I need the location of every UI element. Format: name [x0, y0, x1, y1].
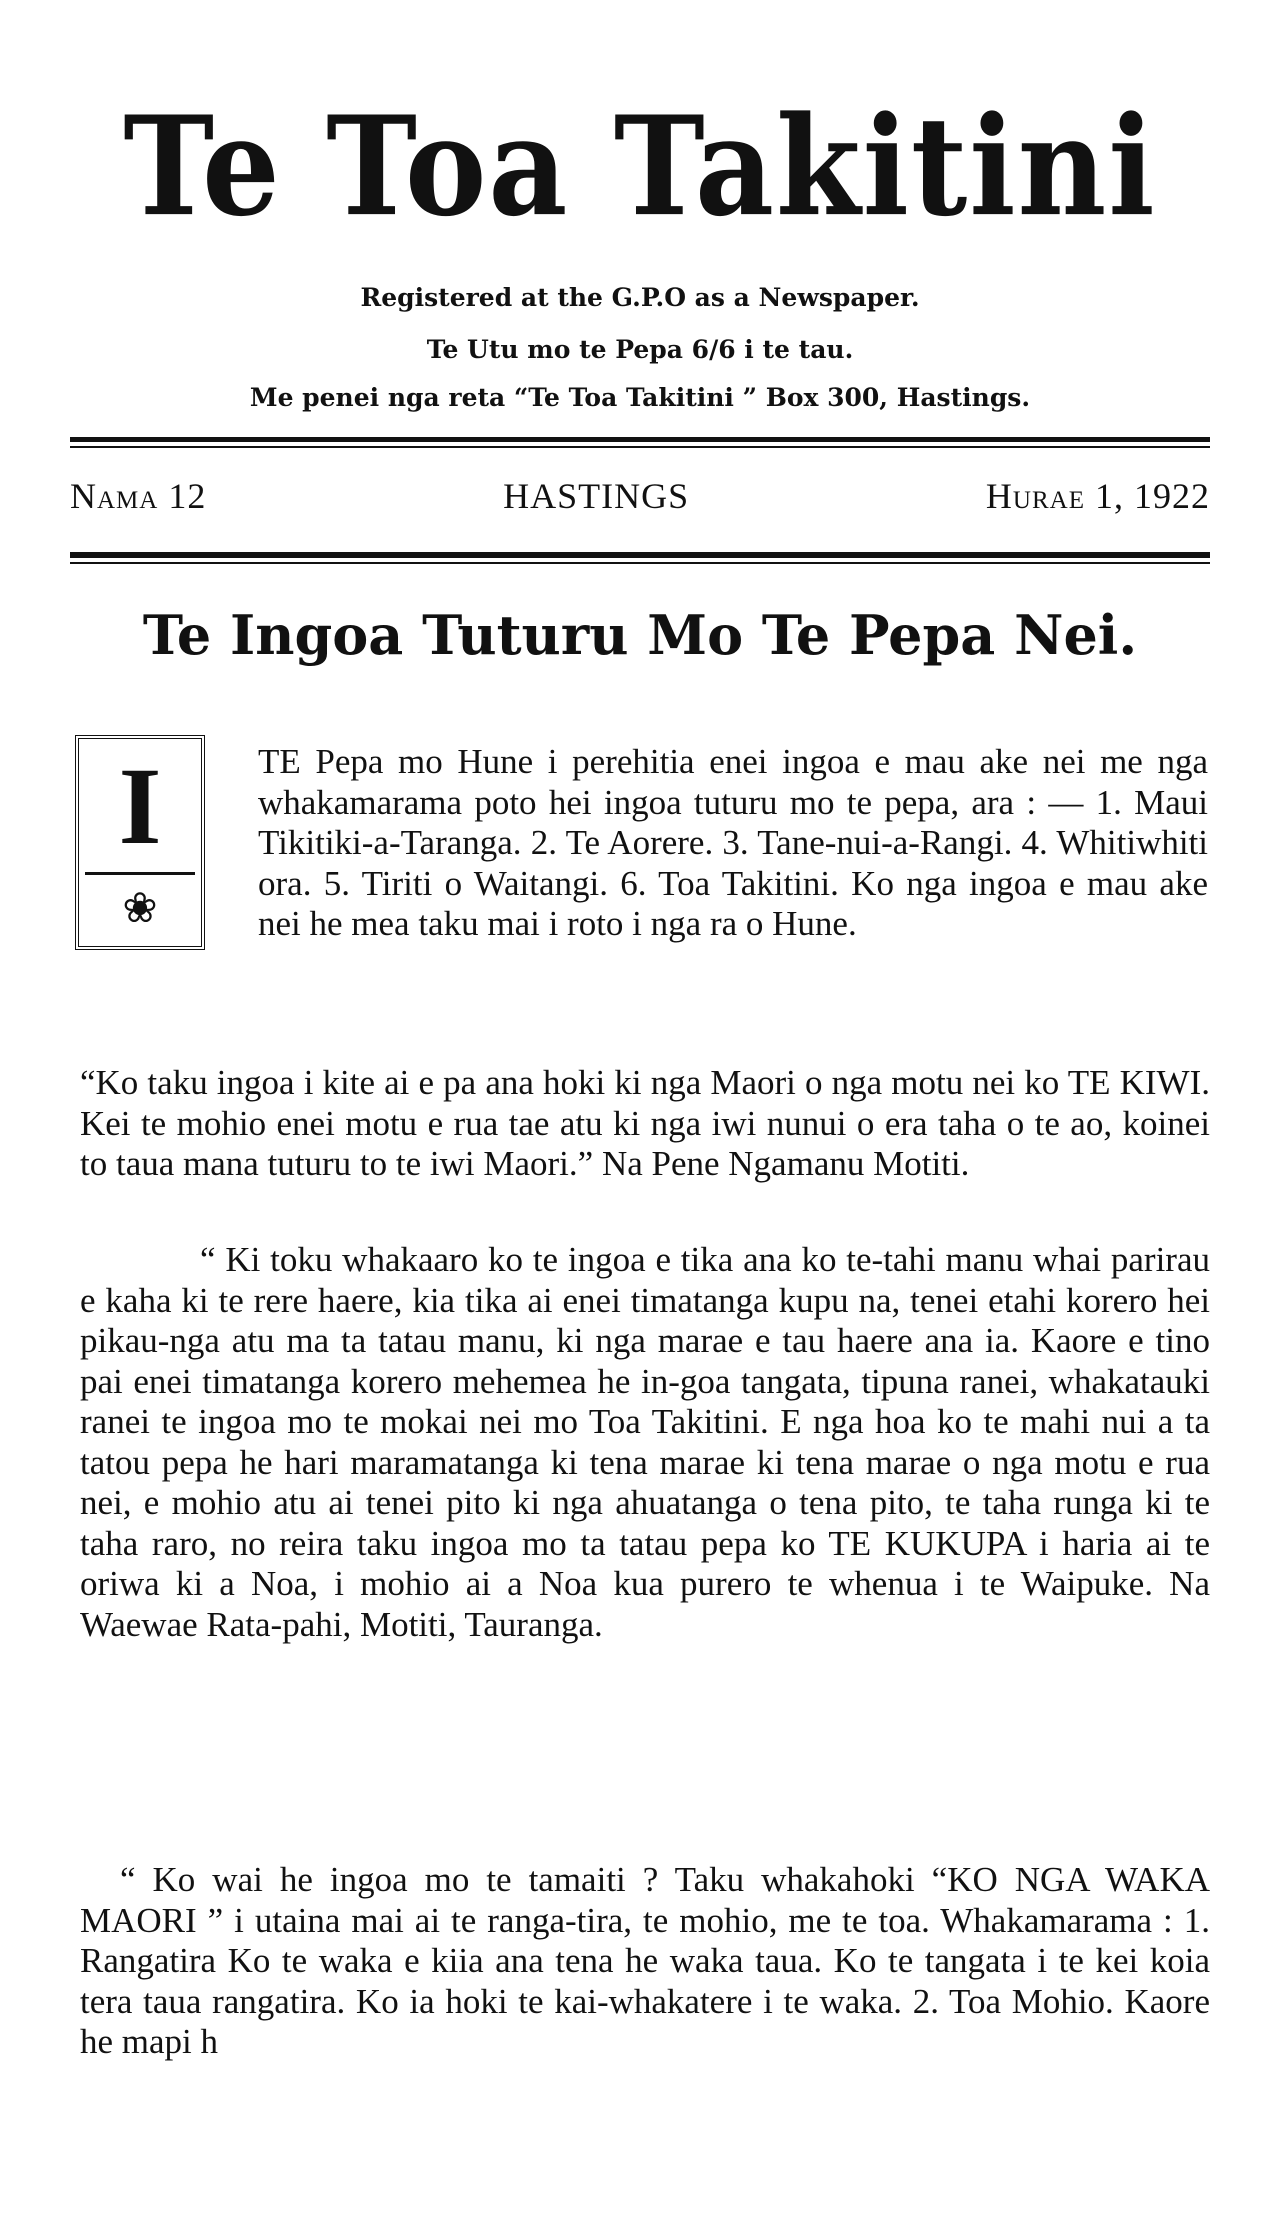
- article-headline: Te Ingoa Tuturu Mo Te Pepa Nei.: [142, 603, 1138, 667]
- issue-date: Hurae 1, 1922: [985, 476, 1210, 516]
- article-paragraph-1: TE Pepa mo Hune i perehitia enei ingoa e mau ake nei me nga whakamarama poto hei ingoa tuturu mo te pepa, ara : — 1. Maui Tikitiki-a-Taranga. 2. Te Aorere. 3. Tane-nui-a-Rangi. 4. Whitiwhiti ora. 5. Tiriti o Waitangi. 6. Toa Takitini. Ko nga ingoa e mau ake nei he mea taku mai i roto i nga ra o Hune.: [258, 742, 1208, 943]
- article-paragraph-2: “Ko taku ingoa i kite ai e pa ana hoki ki nga Maori o nga motu nei ko TE KIWI. Kei te mohio enei motu e rua tae atu ki nga iwi nunui o era taha o te ao, koinei to taua mana tuturu to te iwi Maori.” Na Pene Ngamanu Motiti.: [80, 1063, 1210, 1183]
- registration-line: Registered at the G.P.O as a Newspaper.: [360, 283, 920, 312]
- article-paragraph-4: “ Ko wai he ingoa mo te tamaiti ? Taku whakahoki “KO NGA WAKA MAORI ” i utaina mai ai te ranga-tira, te mohio, me te toa. Whakamarama : 1. Rangatira Ko te waka e kiia ana tena he waka taua. Ko te tangata i te kei koia tera taua rangatira. Ko ia hoki te kai-whakatere i te waka. 2. Toa Mohio. Kaore he mapi h: [80, 1860, 1210, 2061]
- bottom-rule-thick: [70, 552, 1210, 558]
- dropcap-box: [75, 735, 205, 950]
- dropcap-divider: [85, 872, 195, 875]
- issue-place: HASTINGS: [503, 476, 690, 516]
- top-rule-thick: [70, 437, 1210, 442]
- bottom-rule-thin: [70, 562, 1210, 564]
- dropcap-letter: I: [118, 745, 162, 867]
- issue-row: [70, 475, 1210, 517]
- masthead-title: Te Toa Takitini: [123, 85, 1157, 247]
- address-line: Me penei nga reta “Te Toa Takitini ” Box 300, Hastings.: [249, 383, 1031, 412]
- top-rule-thin: [70, 446, 1210, 448]
- issue-number: Nama 12: [70, 476, 207, 516]
- dropcap-ornament-icon: ❀: [122, 883, 158, 932]
- article-paragraph-3: “ Ki toku whakaaro ko te ingoa e tika ana ko te-tahi manu whai parirau e kaha ki te rere haere, kia tika ai enei timatanga kupu na, tenei etahi korero hei pikau-nga atu ma ta tatau manu, ki nga marae e tau haere ana ia. Kaore e tino pai enei timatanga korero mehemea he in-goa tangata, tipuna ranei, whakatauki ranei te ingoa mo te mokai nei mo Toa Takitini. E nga hoa ko te mahi nui a ta tatou pepa he hari maramatanga ki tena marae ki tena marae o nga motu e rua nei, e mohio atu ai tenei pito ki nga ahuatanga o tena pito, te taha runga ki te taha raro, no reira taku ingoa mo ta tatau pepa ko TE KUKUPA i haria ai te oriwa ki a Noa, i mohio ai a Noa kua purero te whenua i te Waipuke. Na Waewae Rata-pahi, Motiti, Tauranga.: [80, 1240, 1210, 1644]
- price-line: Te Utu mo te Pepa 6/6 i te tau.: [426, 335, 854, 364]
